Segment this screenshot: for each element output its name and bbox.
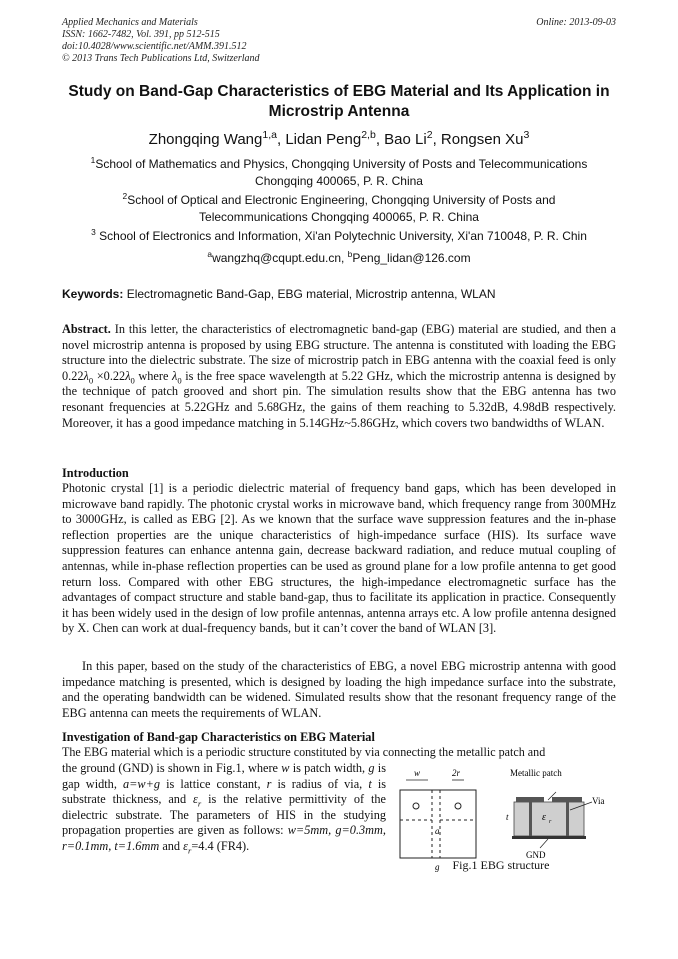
author-name: Bao Li <box>384 131 427 148</box>
paragraph-text: is substrate thickness, and <box>62 776 387 807</box>
online-date: Online: 2013-09-03 <box>536 17 616 28</box>
label-a: a <box>435 826 440 836</box>
label-g: g <box>435 862 440 872</box>
label-gnd: GND <box>526 850 546 860</box>
introduction-paragraph: In this paper, based on the study of the characteristics of EBG, a novel EBG microstrip antenna with good impedance matching is presented, which is designed by loading the high impedance surface into the substrate, and the operating bandwidth can be widened. Simulated results show that the resonant frequency range of the EBG antenna can meets the requirements of WLAN. <box>62 659 616 720</box>
author-sup: 3 <box>523 129 530 141</box>
via-hole <box>455 803 461 809</box>
param-value: w=5mm, <box>287 823 332 838</box>
affiliation-sup: 1 <box>90 155 96 165</box>
paragraph-text: is patch width, <box>292 761 366 775</box>
author-sup: 2,b <box>361 129 376 141</box>
keywords-label: Keywords: <box>62 287 124 301</box>
leader-line <box>540 839 548 848</box>
paragraph-text: is radius of via, <box>277 776 363 791</box>
journal-name: Applied Mechanics and Materials <box>62 17 198 28</box>
metallic-patch <box>552 797 582 802</box>
affiliation-sup: 2 <box>122 191 128 201</box>
var-a: a=w+g <box>122 776 161 791</box>
param-value: g=0.3mm, <box>335 823 386 838</box>
keywords-text: Electromagnetic Band-Gap, EBG material, Microstrip antenna, WLAN <box>126 287 496 301</box>
via-rod <box>566 802 569 836</box>
label-w: w <box>414 768 421 778</box>
doi-line: doi:10.4028/www.scientific.net/AMM.391.512 <box>62 41 247 52</box>
copyright-line: © 2013 Trans Tech Publications Ltd, Switzerland <box>62 53 260 64</box>
var-eps: ε <box>193 792 198 807</box>
affiliation-1 <box>62 156 616 190</box>
abstract-text: where <box>138 368 169 383</box>
var-r: r <box>266 776 272 791</box>
label-2r: 2r <box>452 768 461 778</box>
email-sup: a <box>207 249 213 259</box>
journal-header <box>62 17 260 65</box>
email-sup: b <box>347 249 353 259</box>
label-eps: ε <box>542 812 546 823</box>
metallic-patch <box>516 797 544 802</box>
affiliation-2 <box>62 192 616 226</box>
author-sup: 1,a <box>262 129 277 141</box>
lambda-symbol: λ <box>83 368 89 383</box>
section-paragraph <box>62 761 386 855</box>
abstract-text: is the free space wavelength at 5.22 GHz, which the microstrip antenna is designed by the technique of patch grooved and short pin. The simulation results show that the EBG antenna has two resonant frequencies at 5.22GHz and 5.68GHz, the gains of them reaching to 5.32dB, 4.98dB respectively. Moreover, it has a good impedance matching in 5.14GHz~5.86GHz, which covers two bandwidths of WLAN. <box>62 368 617 430</box>
abstract-text: ×0.22 <box>96 368 126 383</box>
email-line: $^a$wangzhq@cqupt.edu.cn, $^b$Peng_lidan@126.com <box>207 249 471 265</box>
param-value: =4.4 (FR4). <box>191 838 250 853</box>
var-eps-sub: r <box>197 798 202 809</box>
author-name: Zhongqing Wang <box>148 131 263 148</box>
section-heading: Investigation of Band-gap Characteristics on EBG Material <box>62 730 375 744</box>
paragraph-text: the ground (GND) is shown in Fig.1, where <box>62 761 279 775</box>
unit-cell-outline <box>400 790 476 858</box>
introduction-heading: Introduction <box>62 466 129 480</box>
var-g: g <box>368 761 375 775</box>
via-hole <box>413 803 419 809</box>
figure-caption: Fig.1 EBG structure <box>452 858 550 872</box>
email-address[interactable]: wangzhq@cqupt.edu.cn <box>212 251 341 265</box>
label-eps-sub: r <box>549 819 552 825</box>
author-list: Zhongqing Wang$^{1,a}$, Lidan Peng$^{2,b}$, Bao Li$^2$, Rongsen Xu$^3$ <box>148 129 530 148</box>
affiliation-text: School of Electronics and Information, Xi'an Polytechnic University, Xi'an 710048, P. R. Chin <box>99 229 587 243</box>
label-metallic-patch: Metallic patch <box>510 768 562 778</box>
var-eps-sub: r <box>188 845 192 856</box>
section-paragraph-line: The EBG material which is a periodic structure constituted by via connecting the metallic patch and <box>62 745 546 759</box>
lambda-subscript: 0 <box>88 375 94 386</box>
affiliation-text: School of Optical and Electronic Engineering, Chongqing University of Posts and Telecommunications Chongqing 400065, P. R. China <box>127 193 556 224</box>
affiliation-3 <box>62 228 616 245</box>
lambda-subscript: 0 <box>177 375 182 386</box>
lambda-symbol: λ <box>125 368 131 383</box>
top-view-diagram <box>400 768 476 872</box>
lambda-symbol: λ <box>172 368 178 383</box>
author-name: Rongsen Xu <box>440 131 524 148</box>
affiliation-sup: 3 <box>91 227 96 237</box>
abstract-text: In this letter, the characteristics of electromagnetic band-gap (EBG) material are studied, and then a novel microstrip antenna is proposed by using EBG structure. The antenna is constituted with loading the EBG structure into the dielectric substrate. The size of microstrip patch in EBG antenna with the coaxial feed is only 0.22 <box>62 322 617 383</box>
keywords <box>62 287 616 302</box>
param-value: t=1.6mm <box>114 838 160 853</box>
via-rod <box>529 802 532 836</box>
paragraph-text: is gap width, <box>62 761 386 791</box>
email-address[interactable]: Peng_lidan@126.com <box>352 251 471 265</box>
var-w: w <box>281 761 290 775</box>
introduction-paragraph: Photonic crystal [1] is a periodic dielectric material of frequency band gaps, which has been developed in microwave band rapidly. The photonic crystal works in microwave band, which frequency range from 300MHz to 3000GHz, is called as EBG [2]. As we known that the surface wave suppression features and the in-phase reflection properties are the unique characteristics of high-impedance surface (HIS). Its surface wave suppression features can enhance antenna gain, decrease backward radiation, and reduce mutual coupling of antennas, while in-phase reflection properties can be used as ground plane for a low profile antenna to get good return loss. Compared with other EBG structures, the high-impedance electromagnetic surface has the advantages of compact structure and stable band-gap, thus to facilitate its application in practice. Consequently it has been widely used in the design of low profile antennas, antenna arrays etc. A low profile antenna designed by X. Chen can work at dual-frequency bands, but it can’t cover the band of WLAN [3]. <box>62 481 616 636</box>
label-via: Via <box>592 796 605 806</box>
abstract <box>62 322 616 431</box>
paper-title: Study on Band-Gap Characteristics of EBG Material and Its Application in Microstrip Antenna <box>68 83 610 120</box>
affiliation-text: School of Mathematics and Physics, Chongqing University of Posts and Telecommunications Chongqing 400065, P. R. China <box>95 157 588 188</box>
param-value: r=0.1mm, <box>62 838 112 853</box>
ground-plane <box>512 836 586 839</box>
lambda-subscript: 0 <box>130 375 135 386</box>
paragraph-text: is lattice constant, <box>166 776 261 791</box>
var-t: t <box>368 776 372 791</box>
side-view-diagram <box>506 768 604 860</box>
issn-line: ISSN: 1662-7482, Vol. 391, pp 512-515 <box>62 29 220 40</box>
author-sup: 2 <box>426 129 433 141</box>
label-t: t <box>506 812 509 822</box>
author-name: Lidan Peng <box>285 131 362 148</box>
paragraph-text: is the relative permittivity of the dielectric substrate. The parameters of HIS in the studying propagation properties are given as follows: <box>62 792 387 838</box>
abstract-label: Abstract. <box>62 322 111 336</box>
var-eps: ε <box>183 838 189 853</box>
paragraph-text: and <box>162 838 181 853</box>
